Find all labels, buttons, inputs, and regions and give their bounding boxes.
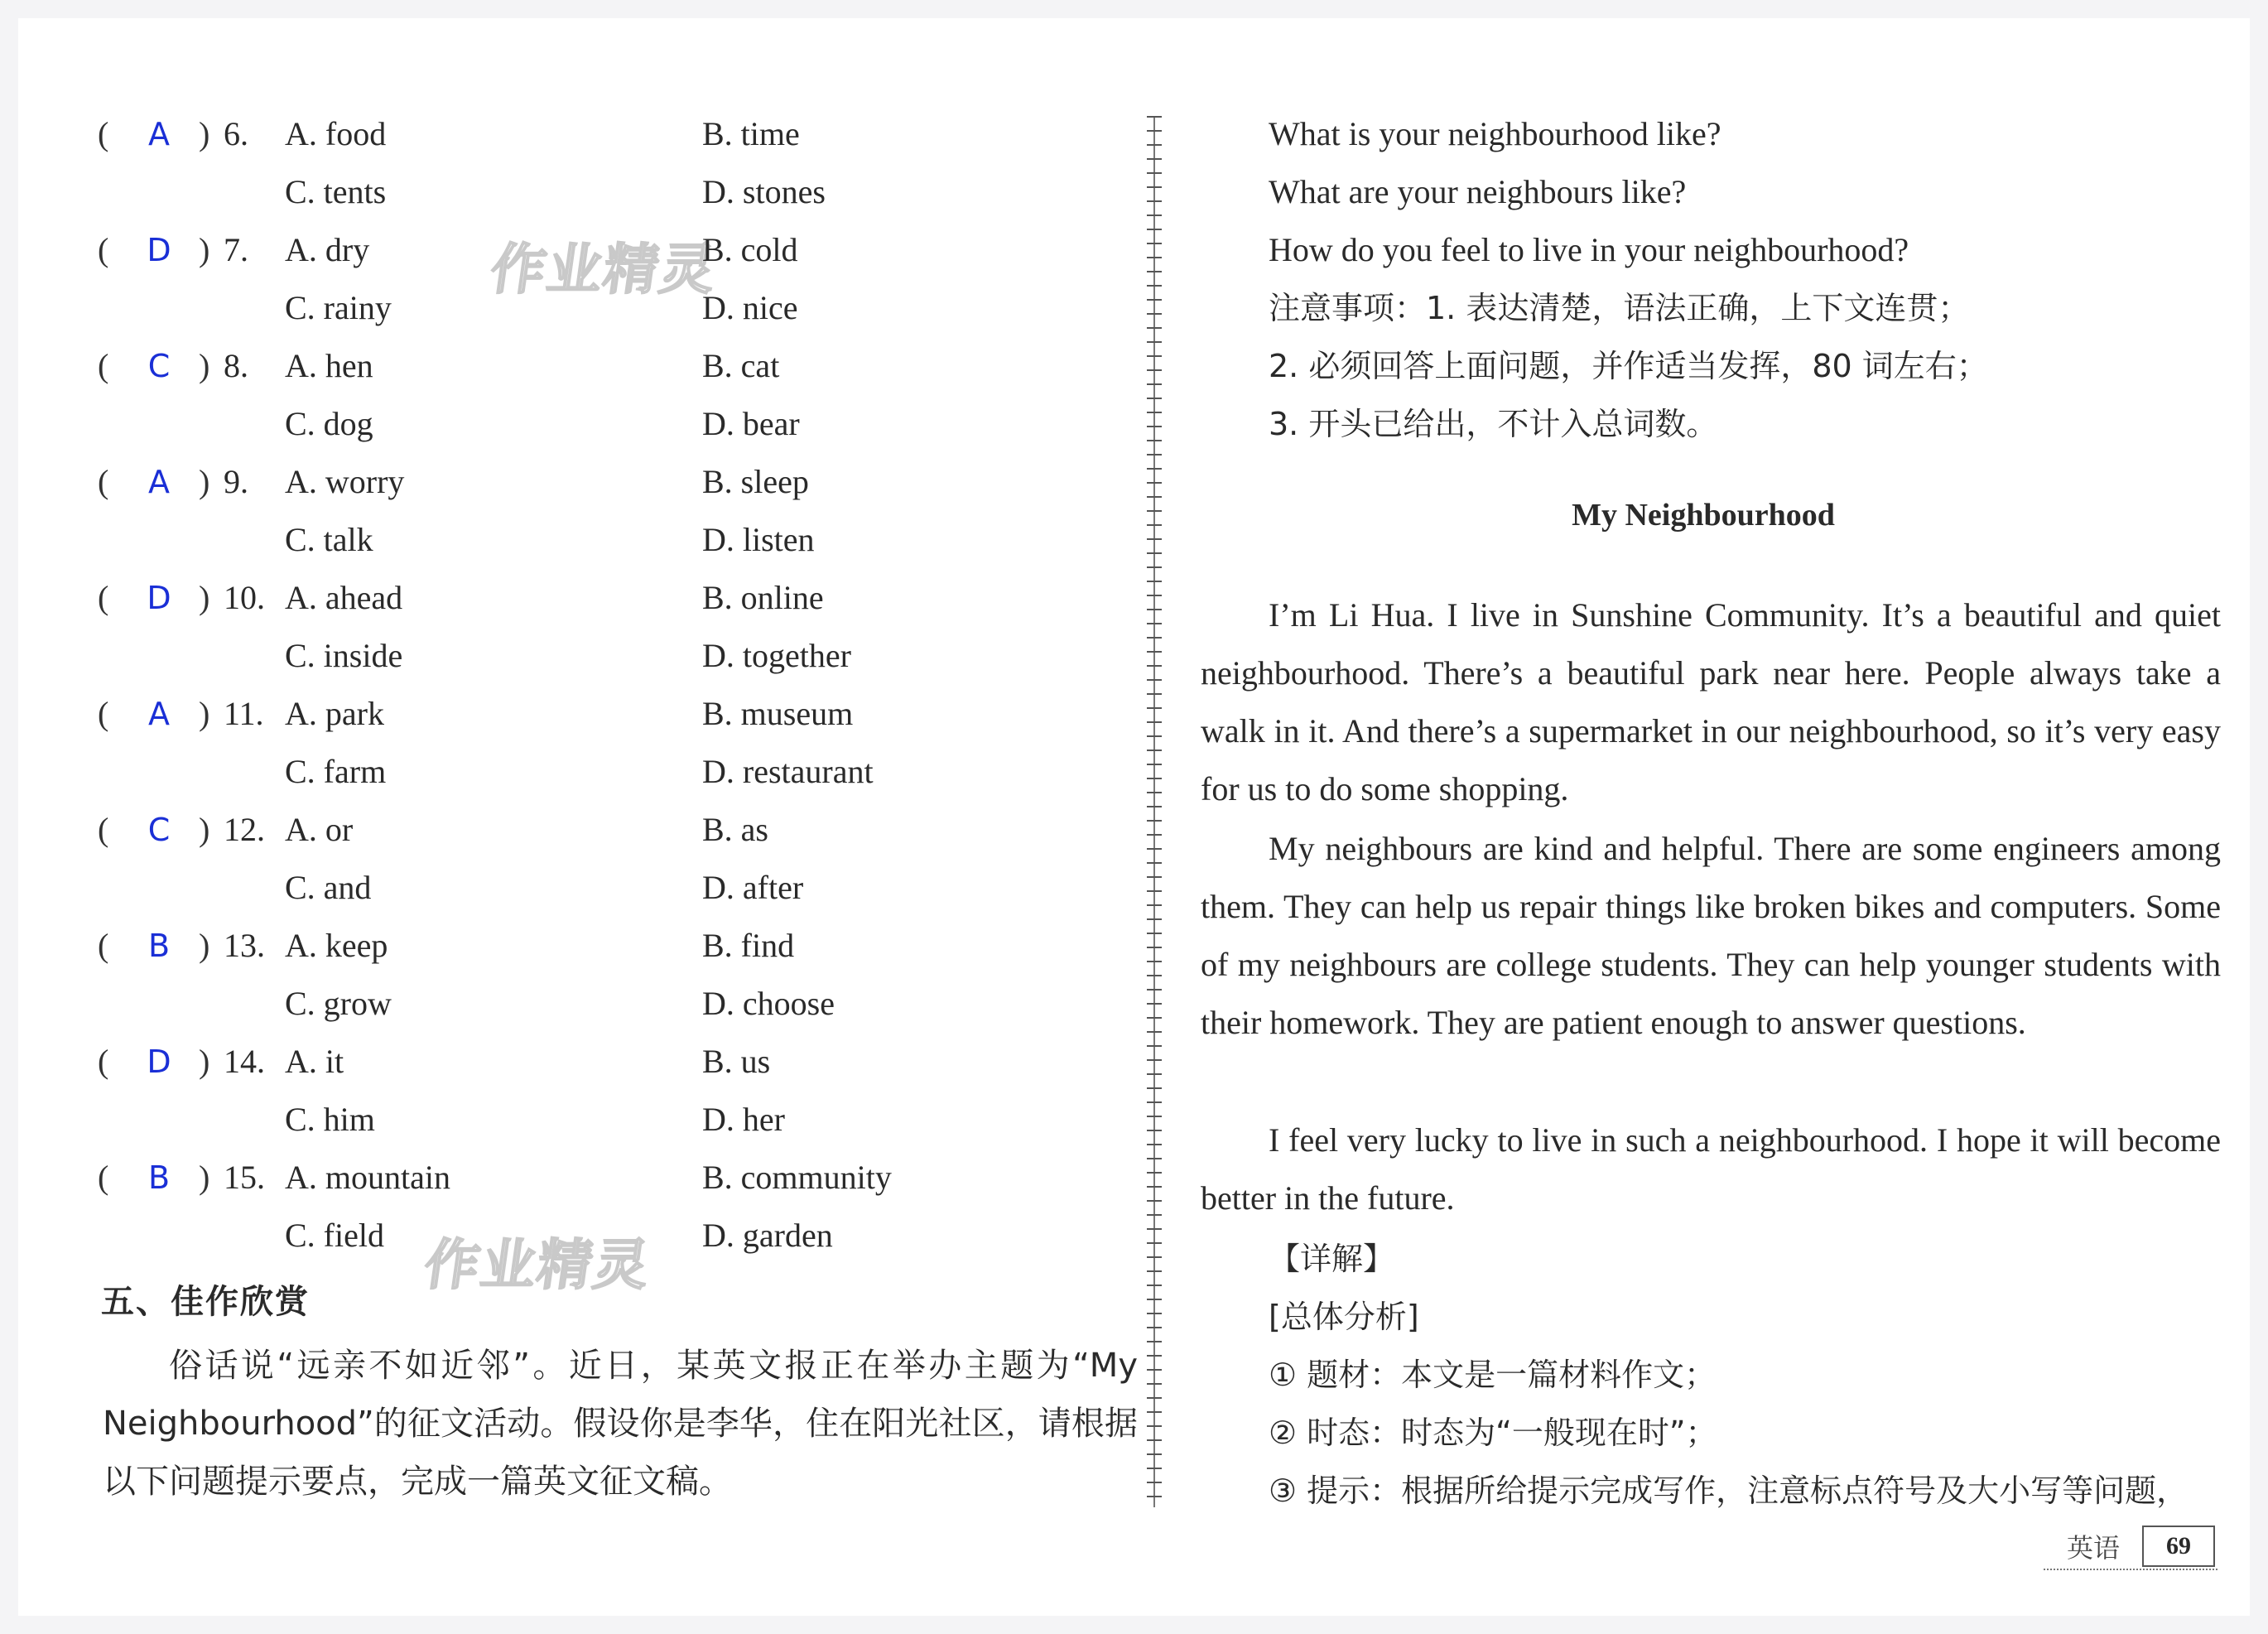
option-a: A. worry: [285, 463, 405, 500]
right-column: [1177, 18, 2237, 1616]
note-line: 注意事项：1. 表达清楚，语法正确，上下文连贯；: [1269, 290, 1970, 326]
question-row-options: [18, 1211, 1128, 1260]
question-row: [18, 341, 1128, 391]
paren-close: ): [199, 1159, 210, 1196]
answer-choice: D: [147, 1044, 171, 1080]
option-c: C. dog: [285, 405, 373, 442]
question-row-options: [18, 515, 1128, 565]
analysis-item: ② 时态：时态为“一般现在时”；: [1269, 1415, 1717, 1451]
essay-paragraph: I’m Li Hua. I live in Sunshine Community. It’s a beautiful and quiet neighbourhood. There’s a beautiful park near here. People always take a walk in it. And there’s a supermarket in our neighbourhood, so it’s very easy for us to do some shopping.: [1201, 596, 2221, 807]
paren-close: ): [199, 1043, 210, 1080]
option-c: C. grow: [285, 985, 392, 1022]
prompt-question: What are your neighbours like?: [1269, 173, 1687, 210]
option-d: D. choose: [702, 985, 835, 1022]
option-d: D. nice: [702, 289, 798, 326]
paren-open: (: [98, 811, 109, 848]
question-row: [18, 1153, 1128, 1203]
option-b: B. us: [702, 1043, 771, 1080]
analysis-item: ③ 提示：根据所给提示完成写作，注意标点符号及大小写等问题，: [1269, 1473, 2189, 1509]
question-number: 6.: [224, 115, 248, 152]
question-row-options: [18, 979, 1128, 1029]
option-a: A. dry: [285, 231, 370, 268]
paren-open: (: [98, 347, 109, 384]
workbook-page: [18, 18, 2250, 1616]
option-a: A. it: [285, 1043, 344, 1080]
question-row: [18, 457, 1128, 507]
section-title: 五、佳作欣赏: [101, 1283, 310, 1321]
answer-choice: D: [147, 580, 171, 616]
analysis-heading: 【详解】: [1269, 1241, 1395, 1277]
paren-close: ): [199, 463, 210, 500]
paren-close: ): [199, 115, 210, 152]
option-c: C. and: [285, 869, 372, 906]
analysis-subheading: [总体分析]: [1269, 1299, 1419, 1335]
option-c: C. inside: [285, 637, 403, 674]
answer-choice: A: [148, 464, 170, 500]
question-row: [18, 805, 1128, 855]
paren-open: (: [98, 695, 109, 732]
answer-choice: A: [148, 696, 170, 732]
left-column: [18, 18, 1144, 1616]
option-d: D. bear: [702, 405, 800, 442]
question-row: [18, 921, 1128, 971]
answer-choice: C: [147, 348, 171, 384]
paren-open: (: [98, 231, 109, 268]
question-number: 13.: [224, 927, 265, 964]
option-a: A. food: [285, 115, 387, 152]
option-c: C. rainy: [285, 289, 392, 326]
prompt-question: What is your neighbourhood like?: [1269, 115, 1721, 152]
note-line: 3. 开头已给出，不计入总词数。: [1269, 406, 1718, 442]
footer-rule: [2044, 1569, 2217, 1570]
option-b: B. cat: [702, 347, 780, 384]
answer-choice: B: [147, 1159, 171, 1196]
analysis-item: ① 题材：本文是一篇材料作文；: [1269, 1357, 1717, 1393]
question-number: 15.: [224, 1159, 265, 1196]
writing-prompt: 俗话说“远亲不如近邻”。近日，某英文报正在举办主题为“My Neighbourhood”的征文活动。假设你是李华，住在阳光社区，请根据以下问题提示要点，完成一篇英文征文稿。: [103, 1347, 1138, 1501]
footer-subject: 英语: [2067, 1532, 2121, 1564]
question-number: 10.: [224, 579, 265, 616]
option-b: B. cold: [702, 231, 798, 268]
paren-open: (: [98, 115, 109, 152]
watermark: 作业精灵: [486, 238, 721, 301]
answer-choice: C: [147, 812, 171, 848]
paren-open: (: [98, 463, 109, 500]
option-a: A. ahead: [285, 579, 403, 616]
question-row: [18, 1037, 1128, 1087]
option-b: B. museum: [702, 695, 854, 732]
option-c: C. him: [285, 1101, 375, 1138]
option-a: A. park: [285, 695, 384, 732]
option-d: D. listen: [702, 521, 815, 558]
essay-paragraph: My neighbours are kind and helpful. There are some engineers among them. They can help us repair things like broken bikes and computers. Some of my neighbours are college students. They can help younger students with their homework. They are patient enough to answer questions.: [1201, 830, 2221, 1041]
option-b: B. community: [702, 1159, 892, 1196]
question-number: 8.: [224, 347, 248, 384]
paren-close: ): [199, 579, 210, 616]
column-divider: [1147, 116, 1162, 1507]
option-d: D. her: [702, 1101, 785, 1138]
option-b: B. as: [702, 811, 768, 848]
option-a: A. mountain: [285, 1159, 450, 1196]
paren-open: (: [98, 579, 109, 616]
question-row: [18, 109, 1128, 159]
question-row-options: [18, 1095, 1128, 1145]
option-c: C. tents: [285, 173, 387, 210]
option-c: C. talk: [285, 521, 373, 558]
answer-choice: D: [147, 232, 171, 268]
watermark: 作业精灵: [420, 1233, 655, 1297]
question-row-options: [18, 399, 1128, 449]
option-b: B. time: [702, 115, 800, 152]
option-d: D. together: [702, 637, 851, 674]
question-number: 11.: [224, 695, 264, 732]
question-row: [18, 225, 1128, 275]
option-b: B. find: [702, 927, 795, 964]
paren-open: (: [98, 1043, 109, 1080]
option-d: D. garden: [702, 1217, 833, 1254]
option-a: A. or: [285, 811, 354, 848]
answer-choice: B: [147, 928, 171, 964]
question-row: [18, 689, 1128, 739]
paren-close: ): [199, 231, 210, 268]
option-c: C. farm: [285, 753, 387, 790]
option-c: C. field: [285, 1217, 384, 1254]
question-number: 12.: [224, 811, 265, 848]
paren-close: ): [199, 811, 210, 848]
option-b: B. sleep: [702, 463, 809, 500]
question-number: 14.: [224, 1043, 265, 1080]
option-d: D. after: [702, 869, 804, 906]
question-row-options: [18, 631, 1128, 681]
paren-close: ): [199, 927, 210, 964]
option-a: A. keep: [285, 927, 388, 964]
essay-paragraph: I feel very lucky to live in such a neighbourhood. I hope it will become better in the future.: [1201, 1121, 2221, 1217]
question-row-options: [18, 167, 1128, 217]
question-row-options: [18, 863, 1128, 913]
question-number: 7.: [224, 231, 248, 268]
paren-close: ): [199, 347, 210, 384]
question-row-options: [18, 283, 1128, 333]
answer-choice: A: [148, 116, 170, 152]
essay-title: My Neighbourhood: [1572, 498, 1835, 533]
page-number: 69: [2142, 1526, 2215, 1567]
paren-open: (: [98, 927, 109, 964]
paren-open: (: [98, 1159, 109, 1196]
option-d: D. restaurant: [702, 753, 874, 790]
question-number: 9.: [224, 463, 248, 500]
question-row-options: [18, 747, 1128, 797]
question-row: [18, 573, 1128, 623]
option-b: B. online: [702, 579, 824, 616]
paren-close: ): [199, 695, 210, 732]
option-d: D. stones: [702, 173, 826, 210]
prompt-question: How do you feel to live in your neighbourhood?: [1269, 231, 1909, 268]
option-a: A. hen: [285, 347, 373, 384]
note-line: 2. 必须回答上面问题，并作适当发挥，80 词左右；: [1269, 348, 1988, 384]
